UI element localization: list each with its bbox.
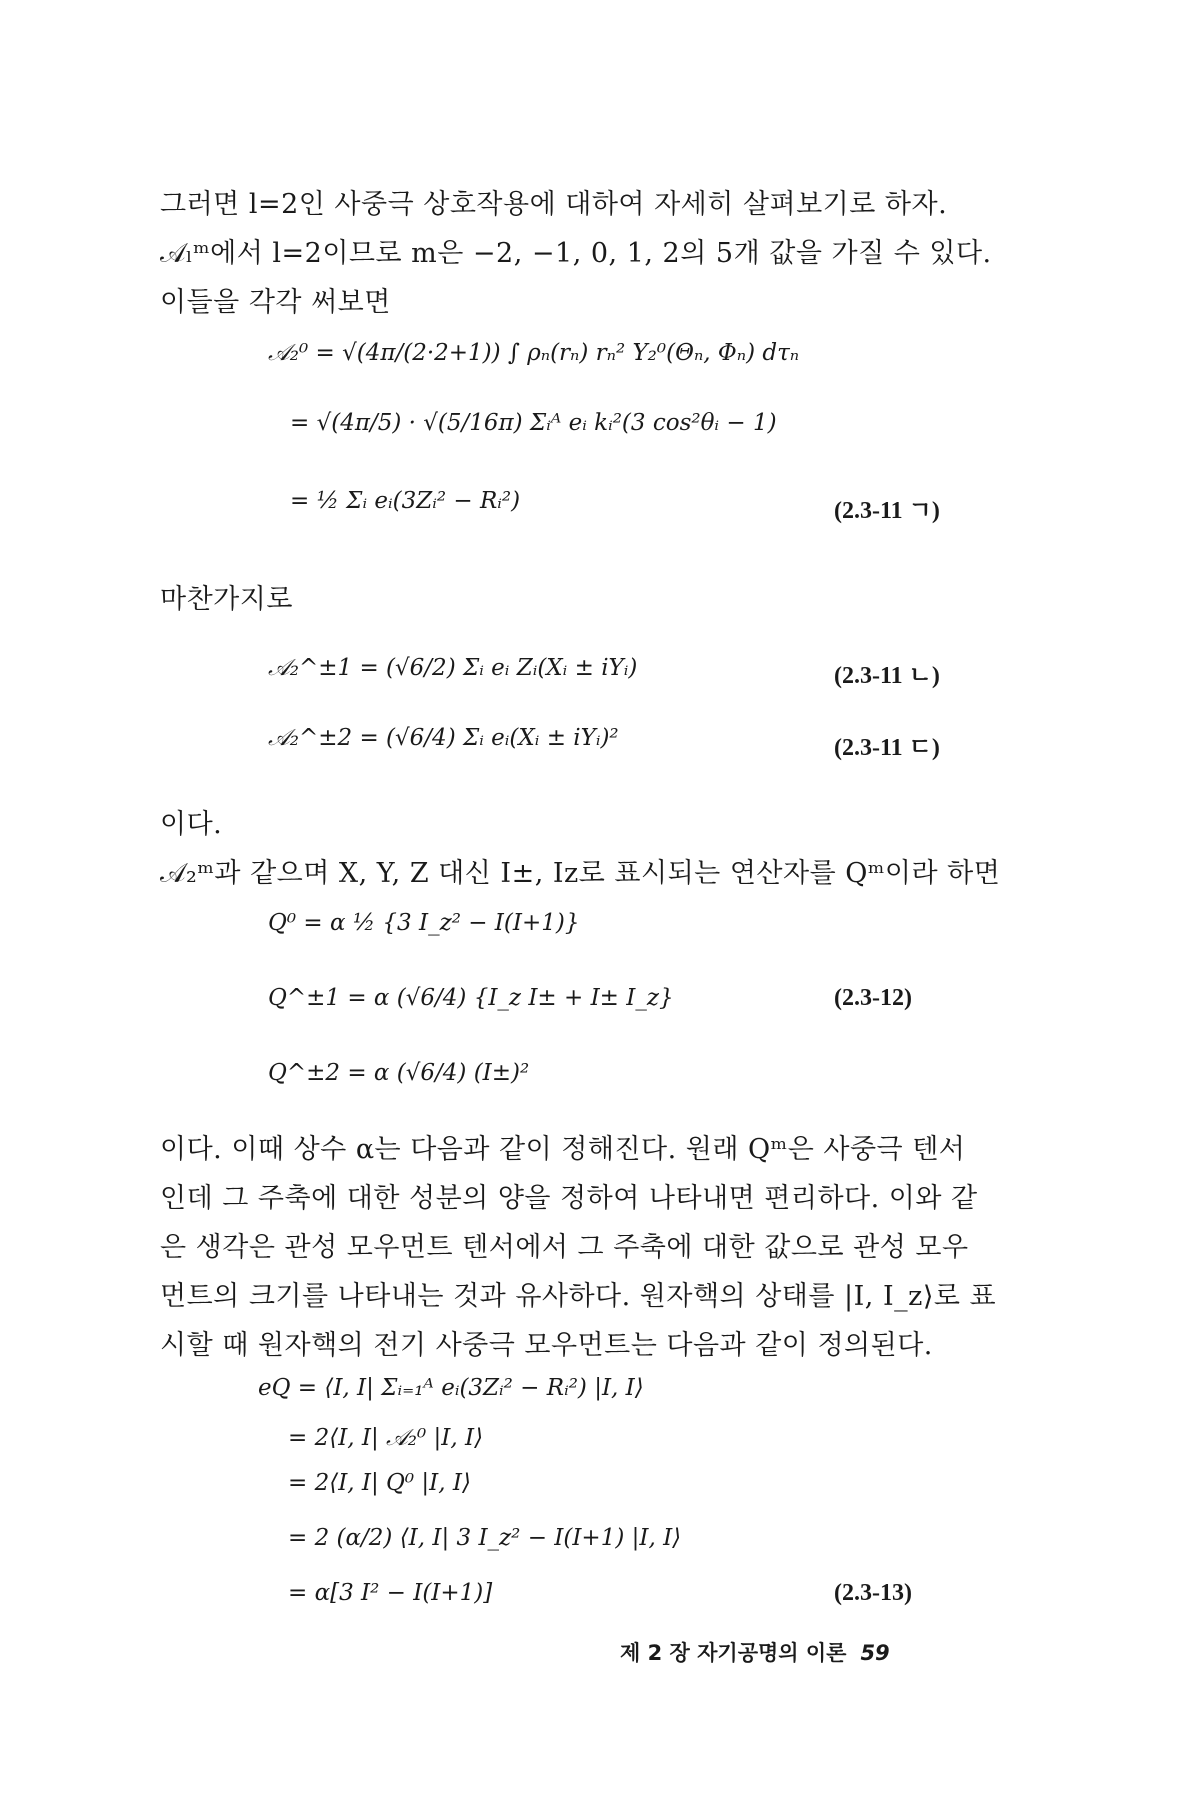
equation-2-3-12-row-2: Q^±1 = α (√6/4) {I_z I± + I± I_z} [268, 985, 674, 1011]
equation-2-3-11a-row-1: 𝒜₂⁰ = √(4π/(2·2+1)) ∫ ρₙ(rₙ) rₙ² Y₂⁰(Θₙ, Φₙ) dτₙ [268, 340, 800, 366]
equation-2-3-13-row-3: = 2⟨I, I| Q⁰ |I, I⟩ [288, 1470, 471, 1496]
paragraph-line-3: 은 생각은 관성 모우먼트 텐서에서 그 주축에 대한 값으로 관성 모우 [160, 1232, 969, 1263]
paragraph-line-5: 시할 때 원자핵의 전기 사중극 모우먼트는 다음과 같이 정의된다. [160, 1330, 933, 1361]
equation-number-2-3-13: (2.3-13) [834, 1580, 912, 1606]
paragraph-line-2: 인데 그 주축에 대한 성분의 양을 정하여 나타내면 편리하다. 이와 같 [160, 1183, 978, 1214]
equation-2-3-11c: 𝒜₂^±2 = (√6/4) Σᵢ eᵢ(Xᵢ ± iYᵢ)² [268, 725, 619, 751]
equation-2-3-13-row-2: = 2⟨I, I| 𝒜₂⁰ |I, I⟩ [288, 1425, 484, 1451]
equation-2-3-12-row-3: Q^±2 = α (√6/4) (I±)² [268, 1060, 530, 1086]
equation-2-3-12-row-1: Q⁰ = α ½ {3 I_z² − I(I+1)} [268, 910, 580, 936]
equation-2-3-11a-row-2: = √(4π/5) · √(5/16π) Σᵢᴬ eᵢ kᵢ²(3 cos²θᵢ − 1) [290, 410, 777, 436]
after-eq11-paragraph [160, 800, 1030, 898]
intro-line-1: 그러면 l=2인 사중극 상호작용에 대하여 자세히 살펴보기로 하자. [160, 189, 948, 220]
equation-number-2-3-11c: (2.3-11 ㄷ) [834, 735, 940, 761]
paragraph-line-4: 먼트의 크기를 나타내는 것과 유사하다. 원자핵의 상태를 |I, I_z⟩로 표 [160, 1281, 997, 1312]
equation-2-3-13-row-1: eQ = ⟨I, I| Σᵢ₌₁ᴬ eᵢ(3Zᵢ² − Rᵢ²) |I, I⟩ [258, 1375, 644, 1401]
equation-number-2-3-11b: (2.3-11 ㄴ) [834, 663, 940, 689]
intro-paragraph [160, 180, 1030, 327]
chapter-title: 제 2 장 자기공명의 이론 [620, 1641, 847, 1665]
after-eq11-line-1: 이다. [160, 809, 223, 840]
equation-2-3-11b: 𝒜₂^±1 = (√6/2) Σᵢ eᵢ Zᵢ(Xᵢ ± iYᵢ) [268, 655, 638, 681]
equation-2-3-13-row-5: = α[3 I² − I(I+1)] [288, 1580, 493, 1606]
page-footer [620, 1637, 890, 1667]
equation-number-2-3-12: (2.3-12) [834, 985, 912, 1011]
main-paragraph [160, 1125, 1030, 1370]
paragraph-line-1: 이다. 이때 상수 α는 다음과 같이 정해진다. 원래 Qᵐ은 사중극 텐서 [160, 1134, 966, 1165]
intro-line-2: 𝒜ₗᵐ에서 l=2이므로 m은 −2, −1, 0, 1, 2의 5개 값을 가질 수 있다. [160, 238, 992, 269]
likewise-line: 마찬가지로 [160, 584, 293, 615]
equation-number-2-3-11a: (2.3-11 ㄱ) [834, 498, 940, 524]
intro-line-3: 이들을 각각 써보면 [160, 287, 391, 318]
equation-2-3-13-row-4: = 2 (α/2) ⟨I, I| 3 I_z² − I(I+1) |I, I⟩ [288, 1525, 682, 1551]
after-eq11-line-2: 𝒜₂ᵐ과 같으며 X, Y, Z 대신 I±, Iz로 표시되는 연산자를 Qᵐ이라 하면 [160, 858, 1001, 889]
likewise-paragraph [160, 575, 1030, 624]
equation-2-3-11a-row-3: = ½ Σᵢ eᵢ(3Zᵢ² − Rᵢ²) [290, 488, 521, 514]
page-number: 59 [860, 1641, 890, 1665]
